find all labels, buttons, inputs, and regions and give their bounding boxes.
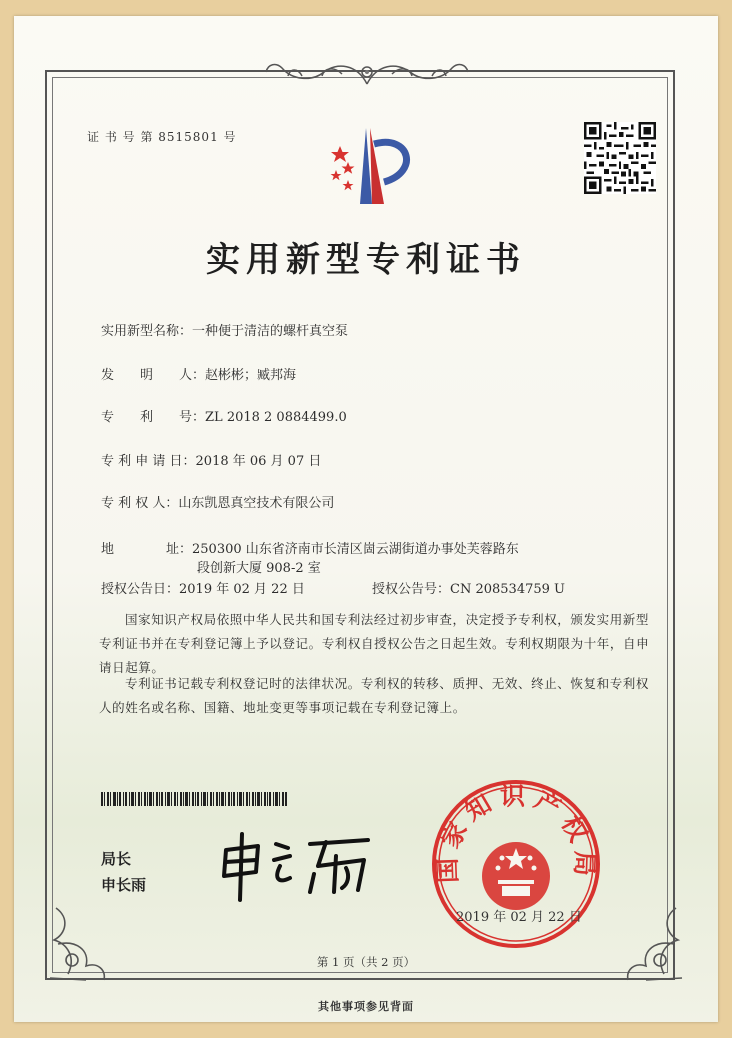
qr-code-icon (584, 122, 656, 194)
field-address-line2: 段创新大厦 908-2 室 (197, 561, 321, 576)
field-value: 2019 年 02 月 22 日 (179, 582, 305, 597)
field-value: CN 208534759 U (450, 582, 565, 597)
page-number: 第 1 页（共 2 页） (316, 955, 416, 969)
field-address (101, 538, 519, 557)
field-utility-model-name (101, 320, 348, 339)
top-ornament-icon (262, 54, 472, 90)
field-filing-date (101, 450, 321, 469)
corner-ornament-bottom-right-icon (616, 904, 686, 984)
field-label: 专 利 权 人： (101, 496, 179, 511)
field-value: 一种便于清洁的螺杆真空泵 (192, 324, 349, 339)
corner-ornament-bottom-left-icon (46, 904, 116, 984)
certificate-paragraph-2: 专利证书记载专利权登记时的法律状况。专利权的转移、质押、无效、终止、恢复和专利权人的姓名或名称、国籍、地址变更等事项记载在专利登记簿上。 (99, 676, 650, 715)
field-label: 专 利 号： (101, 410, 206, 425)
seal-date: 2019 年 02 月 22 日 (456, 910, 582, 925)
field-patentee (101, 492, 334, 511)
footer-note: 其他事项参见背面 (318, 1000, 414, 1013)
field-label: 专 利 申 请 日： (101, 454, 196, 469)
signatory-title: 局长 (101, 850, 132, 868)
field-value: 山东凯恩真空技术有限公司 (178, 496, 335, 511)
field-grant-date (101, 578, 305, 597)
field-label: 授权公告日： (101, 582, 180, 597)
patent-office-logo-icon (318, 124, 428, 208)
field-value: 2018 年 06 月 07 日 (195, 454, 322, 469)
field-label: 发 明 人： (101, 368, 206, 383)
field-value: 赵彬彬；臧邦海 (205, 368, 297, 383)
field-label: 实用新型名称： (101, 324, 193, 339)
seal-text: 国家知识产权局 (432, 781, 600, 884)
field-grant-number (372, 578, 565, 597)
certificate-number: 证 书 号 第 8515801 号 (87, 130, 237, 144)
barcode-icon (101, 792, 287, 806)
field-label: 地 址： (101, 542, 193, 557)
field-label: 授权公告号： (372, 582, 451, 597)
certificate-title: 实用新型专利证书 (206, 240, 526, 280)
field-patent-number (101, 406, 347, 425)
field-inventor (101, 364, 296, 383)
director-signature-icon (218, 826, 378, 906)
signatory-name: 申长雨 (101, 876, 147, 894)
field-value: ZL 2018 2 0884499.0 (205, 410, 347, 425)
field-value: 250300 山东省济南市长清区崮云湖街道办事处芙蓉路东 (192, 542, 519, 557)
certificate-paragraph-1: 国家知识产权局依照中华人民共和国专利法经过初步审查，决定授予专利权，颁发实用新型专利证书并在专利登记簿上予以登记。专利权自授权公告之日起生效。专利权期限为十年，自申请日起算。 (99, 612, 650, 675)
